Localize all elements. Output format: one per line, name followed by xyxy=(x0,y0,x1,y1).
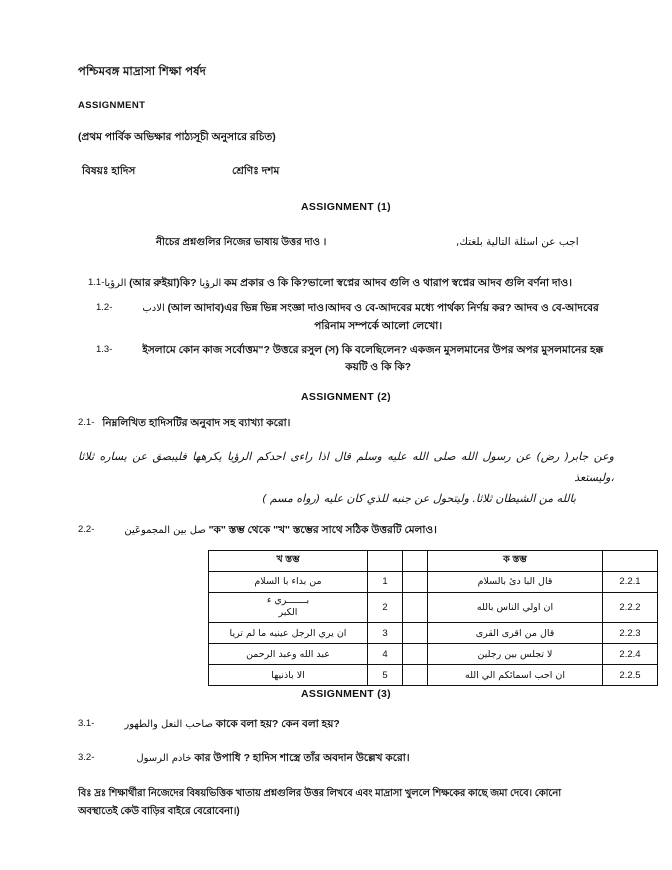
question-3-2-number: 3.2- xyxy=(78,751,95,763)
question-1-2-line-2: পরিনাম সম্পর্কে আলো লেখো। xyxy=(314,320,443,333)
question-1-1-arabic-term: الرؤيا xyxy=(104,277,127,289)
instruction-arabic: اجب عن اسئلة التالية بلغتك, xyxy=(456,236,579,249)
row-2-index: 2 xyxy=(368,592,403,623)
row-1-code: 2.2.1 xyxy=(603,571,658,592)
question-1-2 xyxy=(96,300,614,334)
match-table-wrapper xyxy=(78,550,641,687)
row-3-ka: قال من اقرى القرى xyxy=(428,623,603,644)
question-3-1-text: কাকে বলা হয়? কেন বলা হয়? xyxy=(215,718,340,731)
row-4-gap xyxy=(403,644,428,665)
question-3-2 xyxy=(78,750,614,768)
question-2-1 xyxy=(78,415,614,431)
question-1-1-text-b: কম প্রকার ও কি কি?ভালো স্বপ্নের আদব গুলি ও থারাপ স্বপ্নের আদব গুলি বর্ণনা দাও। xyxy=(224,276,573,289)
question-1-3-line-2: কয়টি ও কি কি? xyxy=(345,360,412,373)
question-3-2-arabic: خادم الرسول xyxy=(136,752,192,764)
organization-title: পশ্চিমবঙ্গ মাদ্রাসা শিক্ষা পর্ষদ xyxy=(78,66,206,78)
document-content xyxy=(78,64,641,821)
table-row xyxy=(209,623,658,644)
row-2-kha-line-2: الكبر xyxy=(278,607,298,619)
question-2-1-text: নিম্নলিখিত হাদিসটির অনুবাদ সহ ব্যাখ্যা করো। xyxy=(102,416,291,429)
table-row xyxy=(209,665,658,686)
hadith-line-2: بالله من الشيطان ثلاثا. وليتحول عن جنبه للذي كان عليه (رواه مسم ) xyxy=(262,491,576,505)
question-1-3 xyxy=(96,342,614,375)
header-column-ka: ক স্তম্ভ xyxy=(428,550,603,571)
question-1-2-text: (আল আদাব)এর ভিন্ন ভিন্ন সংজ্ঞা দাও।আদব ও বে-আদবের মধ্যে পার্থক্য নির্ণয় কর? আদব ও বে-আদবের xyxy=(167,302,599,315)
question-2-1-number: 2.1- xyxy=(78,416,95,428)
question-1-1-body xyxy=(104,275,614,293)
row-3-kha: ان يري الرجل عينيه ما لم تريا xyxy=(209,623,368,644)
hadith-text xyxy=(78,447,614,510)
question-1-1-text-a: (আর রুইয়া)কি? xyxy=(129,276,197,289)
question-3-1-number: 3.1- xyxy=(78,718,95,730)
question-3-2-body xyxy=(94,750,614,768)
match-table xyxy=(208,550,658,687)
assignment-3-heading: ASSIGNMENT (3) xyxy=(301,688,391,701)
header-code-blank xyxy=(603,550,658,571)
header-gap xyxy=(403,550,428,571)
footer-note xyxy=(78,785,614,820)
question-2-2-body xyxy=(94,522,614,540)
footer-note-line-2: অবস্থাতেই কেউ বাড়ির বাইরে বেরোবেনা।) xyxy=(78,806,240,818)
row-3-code: 2.2.3 xyxy=(603,623,658,644)
table-row xyxy=(209,644,658,665)
assignment-word: ASSIGNMENT xyxy=(78,99,146,111)
row-3-index: 3 xyxy=(368,623,403,644)
question-1-1-arabic-term-2: الرؤيا xyxy=(199,277,222,289)
footer-note-line-1: বিঃ দ্রঃ শিক্ষার্থীরা নিজেদের বিষয়ভিত্তিক খাতায় প্রশ্নগুলির উত্তর লিখবে এবং মাদ্রাসা খুললে শিক্ষকের কাছে জমা দেবে। কোনো xyxy=(78,788,562,800)
question-1-1 xyxy=(88,275,614,293)
table-row xyxy=(209,571,658,592)
row-5-index: 5 xyxy=(368,665,403,686)
row-4-index: 4 xyxy=(368,644,403,665)
question-1-3-body xyxy=(112,342,614,375)
question-1-2-number: 1.2- xyxy=(96,302,113,314)
header-index-blank xyxy=(368,550,403,571)
question-1-3-line-1: ইসলামে কোন কাজ সর্বোত্তম"? উত্তরে রসুল (স) কি বলেছিলেন? একজন মুসলমানের উপর অপর মুসলমানের হক্ক xyxy=(142,344,604,357)
row-2-kha xyxy=(209,592,368,623)
question-1-1-number: 1.1- xyxy=(88,276,105,288)
row-5-code: 2.2.5 xyxy=(603,665,658,686)
header-column-kha: খ স্তম্ভ xyxy=(209,550,368,571)
row-5-kha: الا باذنيها xyxy=(209,665,368,686)
subject-label: বিষয়ঃ হাদিস xyxy=(82,165,136,178)
row-4-ka: لا تجلس بين رجلين xyxy=(428,644,603,665)
assignment-1-heading: ASSIGNMENT (1) xyxy=(301,201,391,214)
row-1-index: 1 xyxy=(368,571,403,592)
row-1-ka: قال البا دئ بالسلام xyxy=(428,571,603,592)
question-1-2-line-1 xyxy=(142,300,614,318)
row-2-ka: ان اولي الناس بالله xyxy=(428,592,603,623)
row-3-gap xyxy=(403,623,428,644)
table-header-row xyxy=(209,550,658,571)
assignment-1-instruction-row xyxy=(78,235,614,251)
subject-class-row xyxy=(78,163,614,179)
row-4-code: 2.2.4 xyxy=(603,644,658,665)
instruction-bengali: নীচের প্রশ্নগুলির নিজের ভাষায় উত্তর দাও । xyxy=(156,237,327,249)
question-2-2-arabic: صل بين المجموعَين xyxy=(124,524,206,536)
row-4-kha: عبد الله وعبد الرحمن xyxy=(209,644,368,665)
class-label: শ্রেণিঃ দশম xyxy=(232,165,280,178)
row-5-ka: ان احب اسمائكم الي الله xyxy=(428,665,603,686)
question-2-2-text: "ক" স্তম্ভ থেকে "খ" স্তম্ভের সাথে সঠিক উত্তরটি মেলাও। xyxy=(208,523,437,536)
question-3-1 xyxy=(78,716,614,734)
question-3-1-arabic: صاحب النعل والطهور xyxy=(124,719,213,731)
row-1-gap xyxy=(403,571,428,592)
row-2-kha-line-1: بـــــــري ء xyxy=(266,594,310,606)
row-2-gap xyxy=(403,592,428,623)
row-5-gap xyxy=(403,665,428,686)
row-1-kha: من بداء با السلام xyxy=(209,571,368,592)
question-2-2-number: 2.2- xyxy=(78,523,95,535)
question-1-2-body xyxy=(112,300,614,334)
row-2-code: 2.2.2 xyxy=(603,592,658,623)
question-2-2 xyxy=(78,522,614,540)
table-row xyxy=(209,592,658,623)
hadith-line-1: وعن جابر( رض) عن رسول الله صلى الله عليه وسلم قال اذا راءى احدكم الرؤيا يكرهها فليبصق عن يساره ثلاثا ،وليستعذ xyxy=(78,450,614,485)
question-3-2-text: কার উপাধি ? হাদিস শাস্ত্রে তাঁর অবদান উল্লেখ করো। xyxy=(194,751,410,764)
question-3-1-body xyxy=(94,716,614,734)
assignment-2-heading: ASSIGNMENT (2) xyxy=(301,390,391,403)
question-1-3-number: 1.3- xyxy=(96,344,113,356)
syllabus-subtitle: (প্রথম পার্বিক অভিক্ষার পাঠ্যসূচী অনুসারে রচিত) xyxy=(78,130,276,143)
question-1-2-arabic-term: الادب xyxy=(142,303,165,315)
